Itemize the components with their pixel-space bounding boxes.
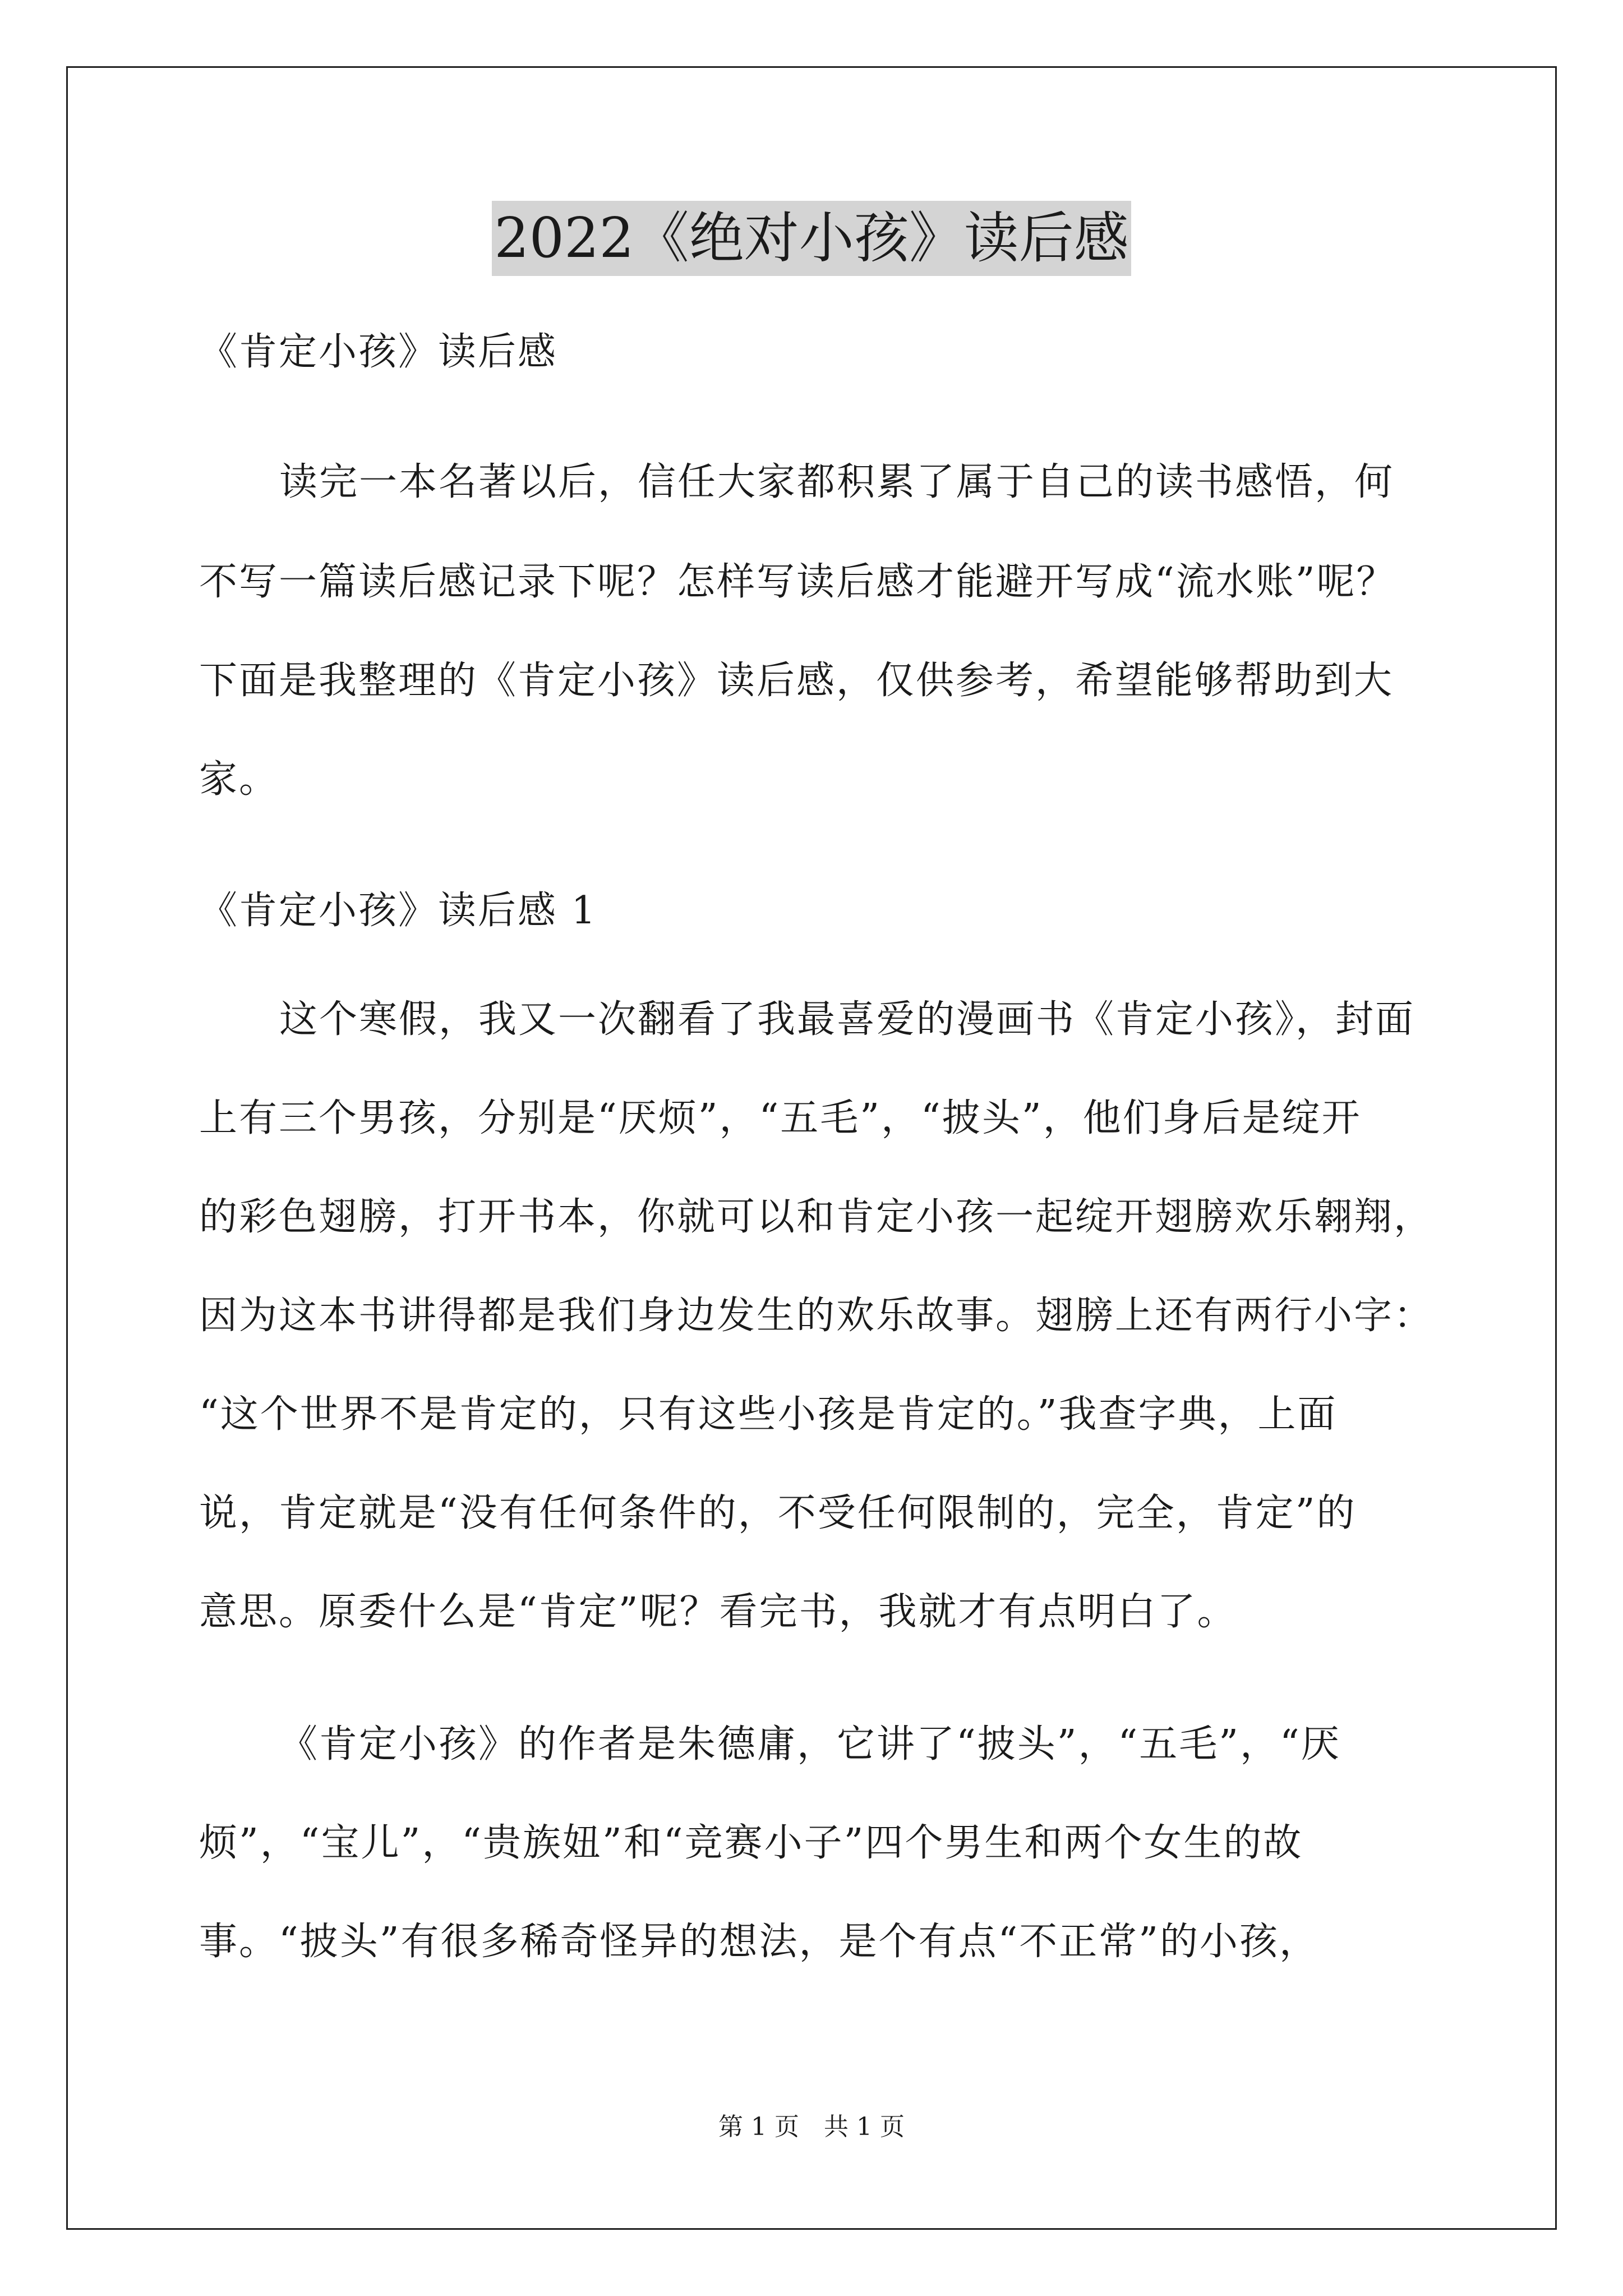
page-total: 共 1 页 [824,2113,905,2141]
paragraph-line: 烦”，“宝儿”，“贵族妞”和“竞赛小子”四个男生和两个女生的故 [199,1821,1303,1865]
paragraph-line: 因为这本书讲得都是我们身边发生的欢乐故事。翅膀上还有两行小字： [199,1294,1434,1338]
document-title [0,199,1623,278]
paragraph-line: 家。 [199,757,279,802]
document-title-text: 2022《绝对小孩》读后感 [492,201,1131,276]
paragraph-line: 说，肯定就是“没有任何条件的，不受任何限制的，完全，肯定”的 [199,1491,1357,1535]
subtitle: 《肯定小孩》读后感 [199,330,558,374]
paragraph-line: 这个寒假，我又一次翻看了我最喜爱的漫画书《肯定小孩》，封面 [279,997,1415,1042]
paragraph-line: 意思。原委什么是“肯定”呢？看完书，我就才有点明白了。 [199,1590,1237,1634]
paragraph-line: 不写一篇读后感记录下呢？怎样写读后感才能避开写成“流水账”呢？ [199,560,1396,604]
paragraph-line: 读完一本名著以后，信任大家都积累了属于自己的读书感悟，何 [279,460,1395,504]
paragraph-line: 上有三个男孩，分别是“厌烦”，“五毛”，“披头”，他们身后是绽开 [199,1096,1362,1140]
paragraph-line: 《肯定小孩》的作者是朱德庸，它讲了“披头”，“五毛”，“厌 [279,1722,1341,1766]
page-footer [0,2110,1623,2144]
paragraph-line: “这个世界不是肯定的，只有这些小孩是肯定的。”我查字典，上面 [199,1392,1338,1437]
paragraph-line: 的彩色翅膀，打开书本，你就可以和肯定小孩一起绽开翅膀欢乐翱翔， [199,1195,1434,1239]
paragraph-line: 事。“披头”有很多稀奇怪异的想法，是个有点“不正常”的小孩， [199,1920,1320,1964]
section-heading: 《肯定小孩》读后感 1 [199,889,597,933]
page-border [66,66,1557,2230]
page-number: 第 1 页 [718,2113,799,2141]
paragraph-line: 下面是我整理的《肯定小孩》读后感，仅供参考，希望能够帮助到大 [199,659,1394,703]
